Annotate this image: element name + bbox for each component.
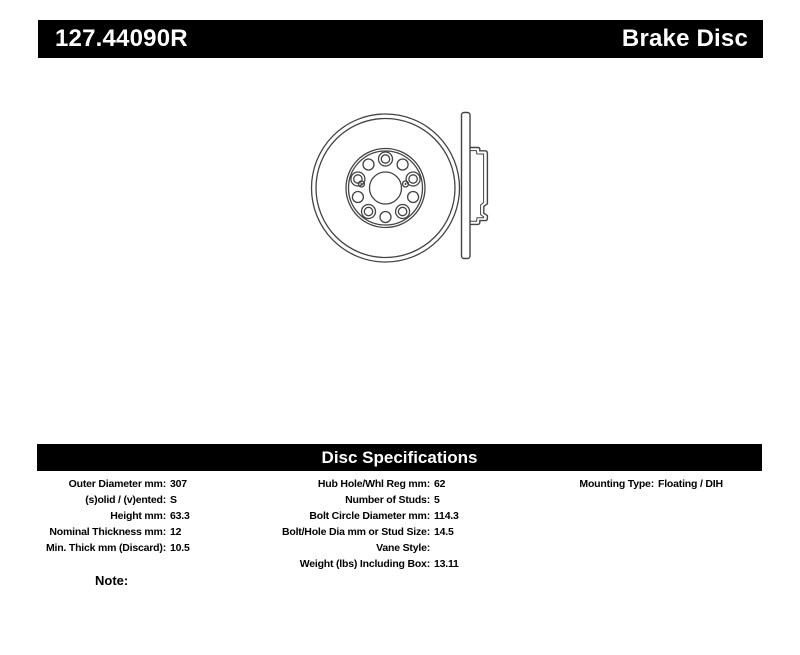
spec-row — [278, 508, 459, 524]
spec-row — [40, 476, 190, 492]
spec-value: 63.3 — [170, 510, 190, 522]
spec-label: (s)olid / (v)ented: — [85, 494, 166, 506]
section-title: Disc Specifications — [321, 447, 478, 467]
section-title-bar — [37, 444, 762, 471]
product-type-title: Brake Disc — [621, 25, 748, 52]
spec-value: Floating / DIH — [658, 478, 723, 490]
spec-column-left — [40, 476, 190, 556]
spec-label: Bolt/Hole Dia mm or Stud Size: — [281, 526, 430, 538]
spec-label: Vane Style: — [376, 542, 430, 554]
spec-value: 307 — [170, 478, 187, 490]
spec-value: 13.11 — [434, 558, 459, 570]
spec-row — [40, 508, 190, 524]
spec-label: Number of Studs: — [345, 494, 430, 506]
spec-row — [40, 540, 190, 556]
plain-holes — [352, 159, 418, 223]
spec-value: 5 — [434, 494, 440, 506]
spec-row — [40, 524, 190, 540]
spec-value: 10.5 — [170, 542, 190, 554]
spec-row — [278, 492, 459, 508]
spec-value: 114.3 — [434, 510, 459, 522]
cross-section-plate — [462, 113, 471, 259]
spec-row — [278, 556, 459, 572]
spec-column-right — [500, 476, 723, 492]
spec-row — [500, 476, 723, 492]
spec-value: S — [170, 494, 177, 506]
brake-disc-drawing — [280, 95, 510, 275]
spec-label: Min. Thick mm (Discard): — [45, 542, 166, 554]
spec-column-middle — [278, 476, 459, 572]
note-label: Note: — [95, 573, 129, 588]
disc-front-view — [312, 114, 460, 262]
spec-value: 62 — [434, 478, 446, 490]
spec-row — [40, 492, 190, 508]
spec-row — [278, 524, 459, 540]
spec-label: Nominal Thickness mm: — [49, 526, 166, 538]
spec-label: Weight (lbs) Including Box: — [299, 558, 430, 570]
spec-label: Bolt Circle Diameter mm: — [309, 510, 430, 522]
cross-section-hat — [470, 148, 487, 225]
spec-row — [278, 476, 459, 492]
spec-value: 14.5 — [434, 526, 454, 538]
header-bar — [38, 20, 763, 58]
stud-holes — [351, 152, 420, 219]
spec-value: 12 — [170, 526, 182, 538]
spec-label: Outer Diameter mm: — [68, 478, 166, 490]
part-number: 127.44090R — [55, 25, 188, 52]
spec-label: Mounting Type: — [579, 478, 654, 490]
spec-label: Hub Hole/Whl Reg mm: — [317, 478, 430, 490]
spec-row — [278, 540, 459, 556]
disc-cross-section-view — [462, 113, 488, 259]
spec-label: Height mm: — [110, 510, 166, 522]
